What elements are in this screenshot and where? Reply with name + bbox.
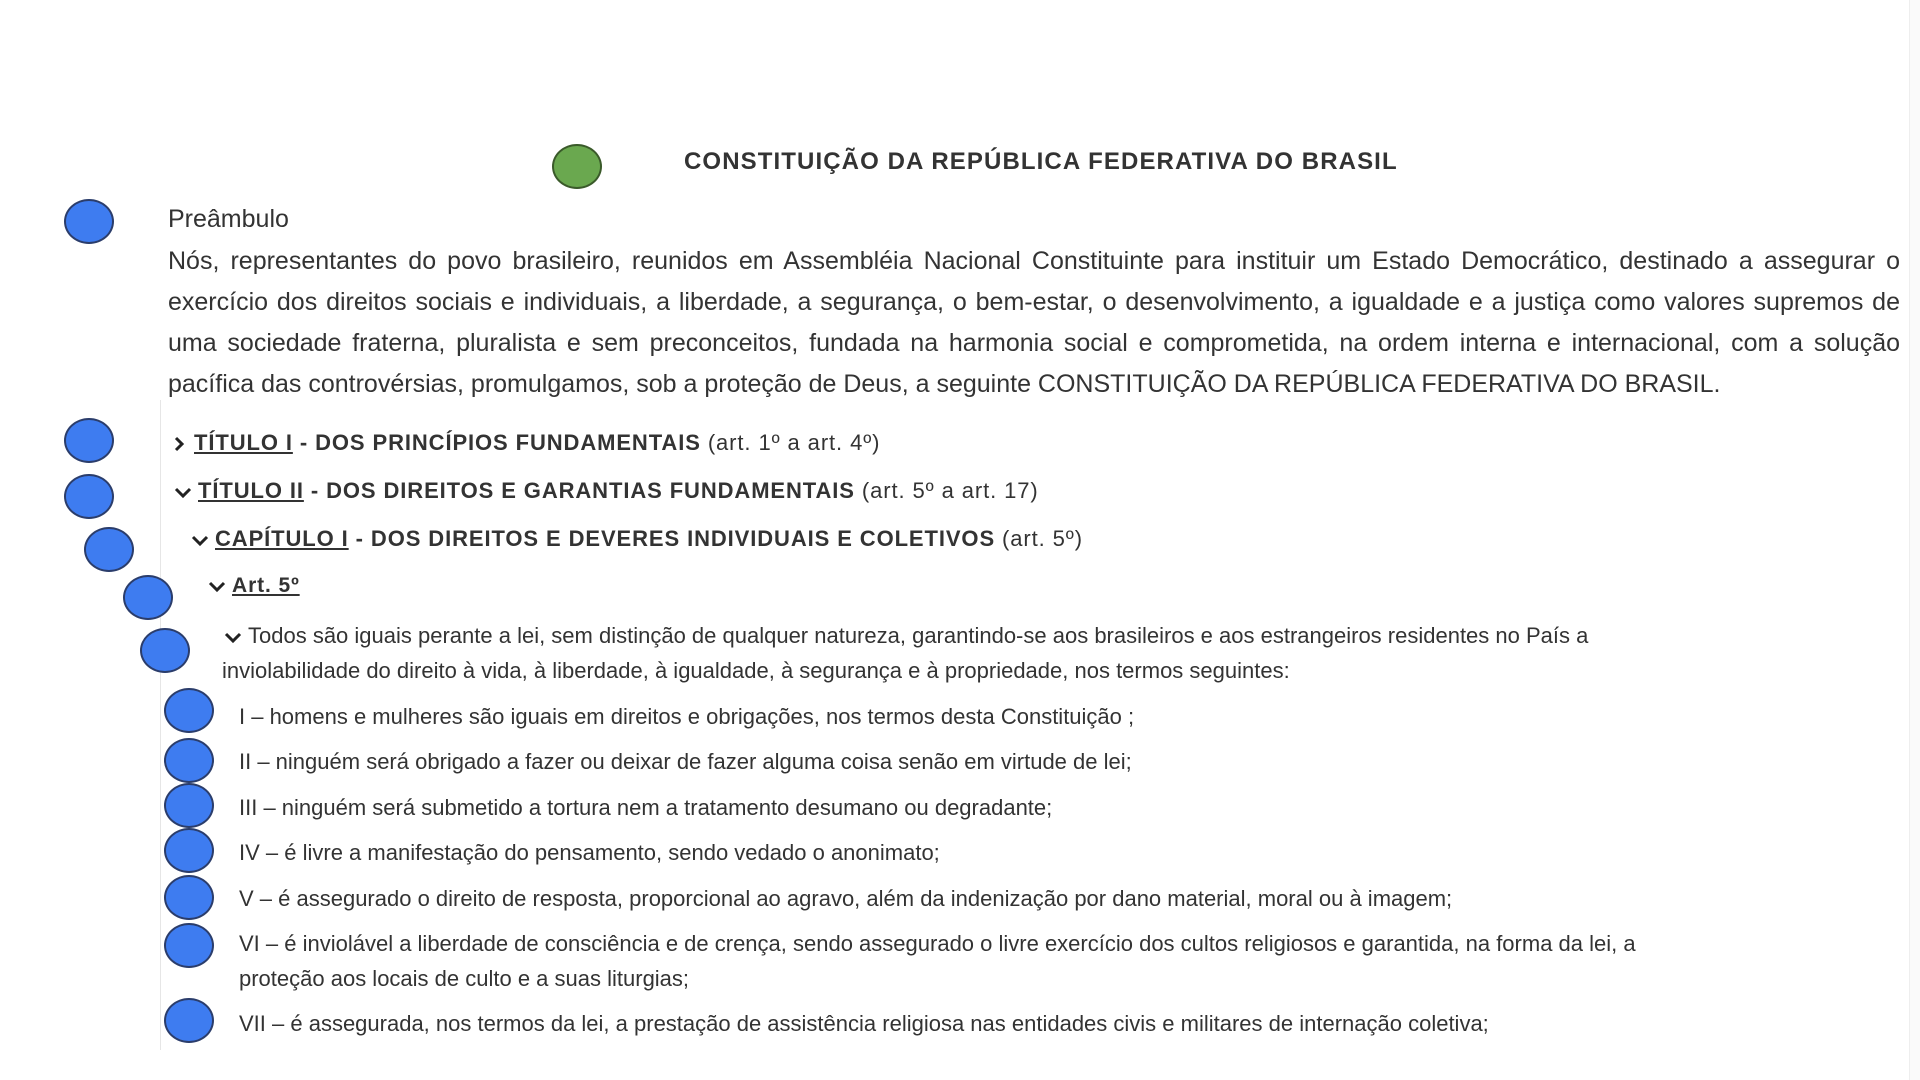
tree-node-capitulo-1[interactable]: [189, 526, 1083, 552]
titulo-1-marker[interactable]: [64, 418, 114, 463]
inciso-6: VI – é inviolável a liberdade de consciência e de crença, sendo assegurado o livre exercício dos cultos religiosos e garantida, na forma da lei, a proteção aos locais de culto e a suas liturgias;: [239, 931, 1636, 991]
inciso-3: III – ninguém será submetido a tortura nem a tratamento desumano ou degradante;: [239, 795, 1053, 820]
chevron-down-icon[interactable]: [172, 478, 194, 504]
inciso-5-marker[interactable]: [164, 875, 214, 920]
capitulo-1-range: (art. 5º): [995, 526, 1083, 551]
preamble-marker[interactable]: [64, 199, 114, 244]
art-5-link[interactable]: Art. 5º: [232, 574, 300, 597]
titulo-2-name: - DOS DIREITOS E GARANTIAS FUNDAMENTAIS: [303, 478, 855, 503]
titulo-1-link[interactable]: TÍTULO I: [194, 430, 293, 455]
chevron-down-icon[interactable]: [222, 618, 244, 653]
titulo-1-range: (art. 1º a art. 4º): [700, 430, 881, 455]
capitulo-1-marker[interactable]: [84, 527, 134, 572]
art-5-marker[interactable]: [123, 575, 173, 620]
inciso-7: VII – é assegurada, nos termos da lei, a prestação de assistência religiosa nas entidades civis e militares de internação coletiva;: [239, 1011, 1489, 1036]
titulo-2-link[interactable]: TÍTULO II: [198, 478, 304, 503]
capitulo-1-name: - DOS DIREITOS E DEVERES INDIVIDUAIS E COLETIVOS: [348, 526, 996, 551]
capitulo-1-link[interactable]: CAPÍTULO I: [215, 526, 349, 551]
tree-node-art-5[interactable]: [206, 574, 300, 598]
chevron-right-icon[interactable]: [168, 430, 190, 456]
art-5-caput: [222, 618, 1682, 688]
preamble-label: Preâmbulo: [168, 205, 289, 233]
caput-marker[interactable]: [140, 628, 190, 673]
preamble-text: Nós, representantes do povo brasileiro, reunidos em Assembléia Nacional Constituinte para instituir um Estado Democrático, destinado a assegurar o exercício dos direitos sociais e individuais, a liberdade, a segurança, o bem-estar, o desenvolvimento, a igualdade e a justiça como valores supremos de uma sociedade fraterna, pluralista e sem preconceitos, fundada na harmonia social e comprometida, na ordem interna e internacional, com a solução pacífica das controvérsias, promulgamos, sob a proteção de Deus, a seguinte CONSTITUIÇÃO DA REPÚBLICA FEDERATIVA DO BRASIL.: [168, 247, 1900, 398]
inciso-6-marker[interactable]: [164, 923, 214, 968]
inciso-7-marker[interactable]: [164, 998, 214, 1043]
inciso-2: II – ninguém será obrigado a fazer ou deixar de fazer alguma coisa senão em virtude de lei;: [239, 749, 1132, 774]
chevron-down-icon[interactable]: [206, 574, 228, 598]
inciso-4-marker[interactable]: [164, 828, 214, 873]
titulo-1-name: - DOS PRINCÍPIOS FUNDAMENTAIS: [292, 430, 701, 455]
titulo-2-range: (art. 5º a art. 17): [854, 478, 1039, 503]
tree-guide-line: [160, 400, 161, 1050]
page-title: CONSTITUIÇÃO DA REPÚBLICA FEDERATIVA DO BRASIL: [684, 148, 1398, 175]
inciso-3-marker[interactable]: [164, 783, 214, 828]
chevron-down-icon[interactable]: [189, 526, 211, 552]
inciso-4: IV – é livre a manifestação do pensamento, sendo vedado o anonimato;: [239, 840, 940, 865]
inciso-2-marker[interactable]: [164, 738, 214, 783]
titulo-2-marker[interactable]: [64, 474, 114, 519]
tree-node-titulo-1[interactable]: [168, 430, 880, 456]
scrollbar-track[interactable]: [1909, 0, 1920, 1080]
inciso-5: V – é assegurado o direito de resposta, proporcional ao agravo, além da indenização por dano material, moral ou à imagem;: [239, 886, 1453, 911]
inciso-1: I – homens e mulheres são iguais em direitos e obrigações, nos termos desta Constituição ;: [239, 704, 1135, 729]
tree-node-titulo-2[interactable]: [172, 478, 1039, 504]
title-marker[interactable]: [552, 144, 602, 189]
inciso-1-marker[interactable]: [164, 688, 214, 733]
caput-text: Todos são iguais perante a lei, sem distinção de qualquer natureza, garantindo-se aos brasileiros e aos estrangeiros residentes no País a inviolabilidade do direito à vida, à liberdade, à igualdade, à segurança e à propriedade, nos termos seguintes:: [222, 623, 1589, 683]
